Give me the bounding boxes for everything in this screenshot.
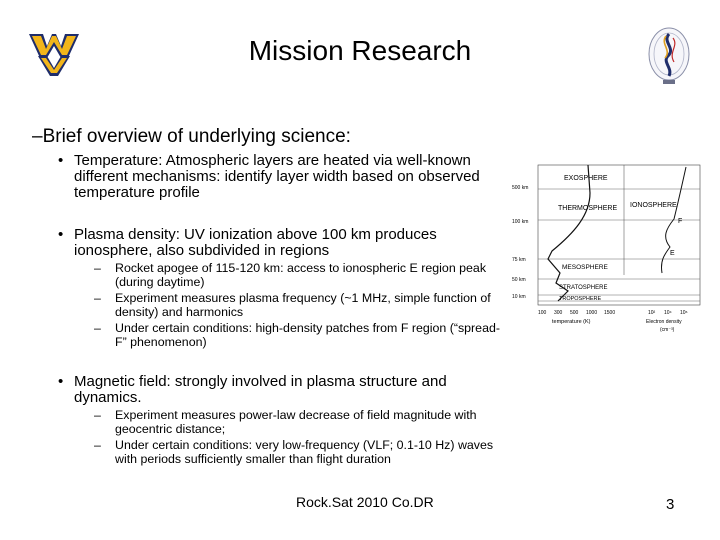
bullet-text: Plasma density: UV ionization above 100 km produces ionosphere, also subdivided in regions — [74, 226, 437, 259]
layer-label: STRATOSPHERE — [559, 285, 608, 291]
region-label: E — [670, 250, 675, 257]
dash-marker: – — [94, 321, 101, 335]
altitude-tick-label: 50 km — [512, 277, 526, 283]
temperature-tick-label: 1500 — [604, 310, 616, 316]
density-tick-label: 10⁶ — [680, 310, 688, 316]
atmosphere-figure — [512, 163, 704, 337]
altitude-tick-label: 100 km — [512, 219, 529, 225]
bullet-marker: • — [58, 226, 64, 243]
density-tick-label: 10⁴ — [664, 310, 672, 316]
subbullet-text: Experiment measures power-law decrease of field magnitude with geocentric distance; — [115, 408, 477, 436]
density-axis-unit: (cm⁻³) — [660, 327, 675, 333]
dash-marker: – — [94, 408, 101, 422]
subbullet-power-law — [94, 409, 504, 436]
footer-text: Rock.Sat 2010 Co.DR — [296, 494, 434, 510]
section-heading: –Brief overview of underlying science: — [32, 126, 351, 147]
altitude-tick-label: 75 km — [512, 257, 526, 263]
page-number: 3 — [666, 496, 675, 513]
subbullet-text: Under certain conditions: high-density patches from F region (“spread-F” phenomenon) — [115, 321, 500, 349]
ionosphere-label: IONOSPHERE — [630, 202, 677, 209]
bullet-marker: • — [58, 373, 64, 390]
density-tick-label: 10² — [648, 310, 656, 316]
temperature-tick-label: 1000 — [586, 310, 598, 316]
temperature-axis-label: temperature (K) — [552, 319, 591, 325]
temperature-tick-label: 500 — [570, 310, 579, 316]
temperature-tick-label: 100 — [538, 310, 547, 316]
subbullet-plasma-frequency — [94, 292, 504, 319]
subbullet-vlf-waves — [94, 439, 504, 466]
subbullet-apogee — [94, 262, 504, 289]
bullet-text: Temperature: Atmospheric layers are heated via well-known different mechanisms: identify layer width based on observed temperature profile — [74, 152, 480, 201]
region-label: F — [678, 218, 683, 225]
subbullet-text: Experiment measures plasma frequency (~1 MHz, simple function of density) and harmonics — [115, 291, 491, 319]
slide-title: Mission Research — [248, 35, 472, 66]
altitude-tick-label: 500 km — [512, 185, 529, 191]
dash-marker: – — [94, 291, 101, 305]
dash-marker: – — [94, 438, 101, 452]
density-axis-label: Electron density — [646, 319, 682, 325]
bullet-plasma-density — [58, 227, 508, 259]
bullet-magnetic-field — [58, 374, 508, 406]
subbullet-spread-f — [94, 322, 504, 349]
altitude-tick-label: 10 km — [512, 294, 526, 300]
subbullet-text: Rocket apogee of 115-120 km: access to ionospheric E region peak (during daytime) — [115, 261, 487, 289]
layer-label: MESOSPHERE — [562, 264, 608, 271]
layer-label: THERMOSPHERE — [558, 205, 618, 212]
bullet-temperature — [58, 153, 508, 201]
bullet-marker: • — [58, 152, 64, 169]
figure-frame — [538, 165, 700, 305]
dash-marker: – — [94, 261, 101, 275]
bullet-text: Magnetic field: strongly involved in plasma structure and dynamics. — [74, 373, 447, 406]
subbullet-text: Under certain conditions: very low-frequency (VLF; 0.1-10 Hz) waves with periods sufficiently smaller than flight duration — [115, 438, 494, 466]
layer-label: EXOSPHERE — [564, 175, 608, 182]
temperature-tick-label: 300 — [554, 310, 563, 316]
layer-label: TROPOSPHERE — [559, 296, 602, 302]
